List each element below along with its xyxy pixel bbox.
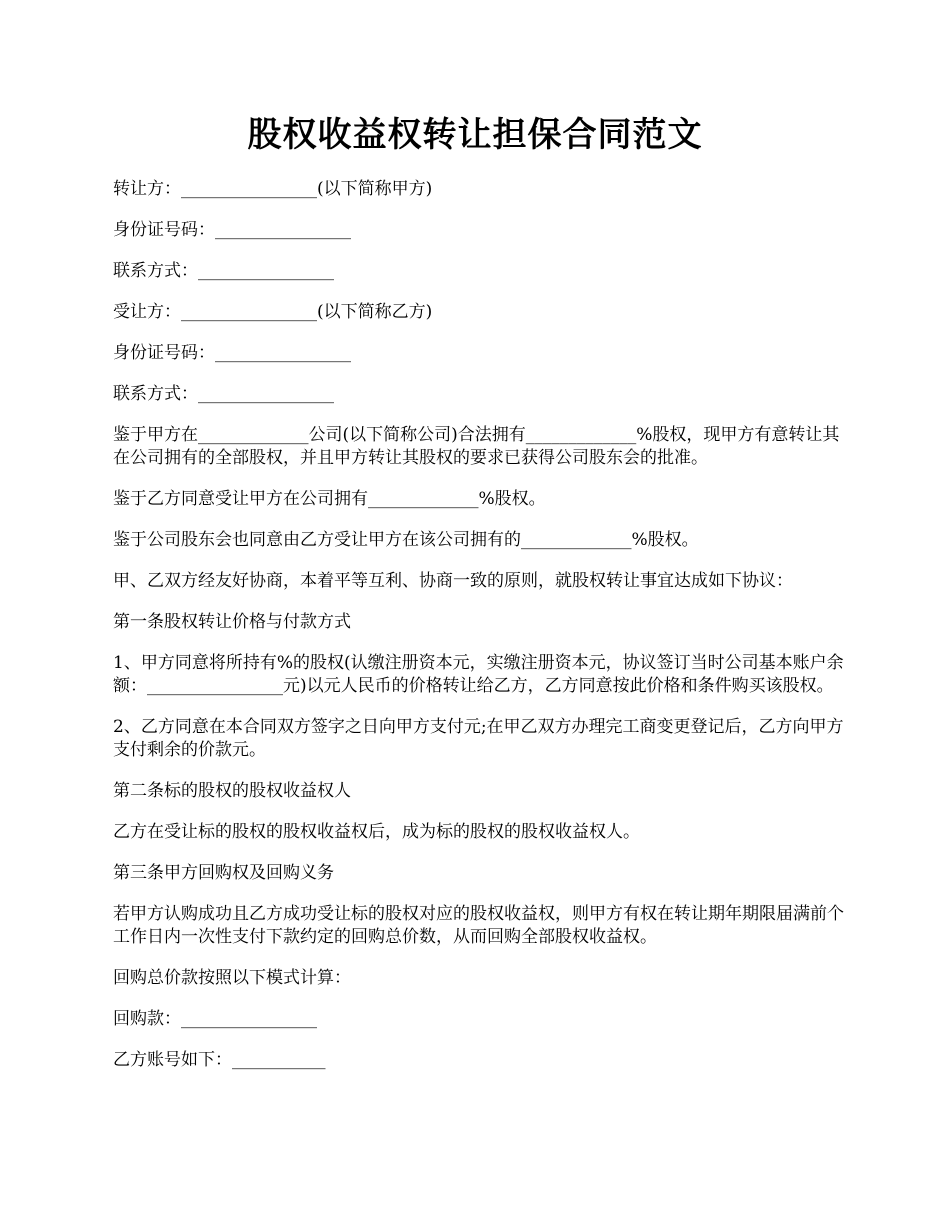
recital-paragraph: 鉴于甲方在_____________公司(以下简称公司)合法拥有_____________%股权，现甲方有意转让其在公司拥有的全部股权，并且甲方转让其股权的要求已获得公司股东会的批准。 (113, 425, 840, 468)
clause-paragraph: 2、乙方同意在本合同双方签字之日向甲方支付元;在甲乙双方办理完工商变更登记后，乙方向甲方支付剩余的价款元。 (113, 717, 844, 760)
transferee-id-line: 身份证号码：________________ (113, 343, 351, 363)
transferor-line: 转让方：________________(以下简称甲方) (113, 179, 433, 199)
document-title: 股权收益权转让担保合同范文 (247, 115, 703, 155)
clause-paragraph: 乙方在受让标的股权的股权收益权后，成为标的股权的股权收益权人。 (113, 822, 640, 842)
transferee-contact-line: 联系方式：________________ (113, 384, 334, 404)
article-heading: 第三条甲方回购权及回购义务 (113, 863, 334, 883)
article-heading: 第一条股权转让价格与付款方式 (113, 612, 351, 632)
agreement-intro: 甲、乙双方经友好协商，本着平等互利、协商一致的原则，就股权转让事宜达成如下协议： (113, 571, 793, 591)
repurchase-amount-line: 回购款：________________ (113, 1009, 317, 1029)
article-heading: 第二条标的股权的股权收益权人 (113, 781, 351, 801)
recital-paragraph: 鉴于公司股东会也同意由乙方受让甲方在该公司拥有的_____________%股权。 (113, 530, 699, 550)
transferee-line: 受让方：________________(以下简称乙方) (113, 302, 433, 322)
clause-paragraph: 1、甲方同意将所持有%的股权(认缴注册资本元，实缴注册资本元，协议签订当时公司基本账户余额：________________元)以元人民币的价格转让给乙方，乙方同意按此价格和条件购买该股权。 (113, 653, 844, 696)
clause-paragraph: 若甲方认购成功且乙方成功受让标的股权对应的股权收益权，则甲方有权在转让期年期限届满前个工作日内一次性支付下款约定的回购总价数，从而回购全部股权收益权。 (113, 904, 844, 947)
clause-paragraph: 回购总价款按照以下模式计算： (113, 968, 351, 988)
transferor-id-line: 身份证号码：________________ (113, 220, 351, 240)
recital-paragraph: 鉴于乙方同意受让甲方在公司拥有_____________%股权。 (113, 489, 546, 509)
document-body (113, 178, 853, 1090)
transferor-contact-line: 联系方式：________________ (113, 261, 334, 281)
account-number-line: 乙方账号如下：___________ (113, 1050, 326, 1070)
